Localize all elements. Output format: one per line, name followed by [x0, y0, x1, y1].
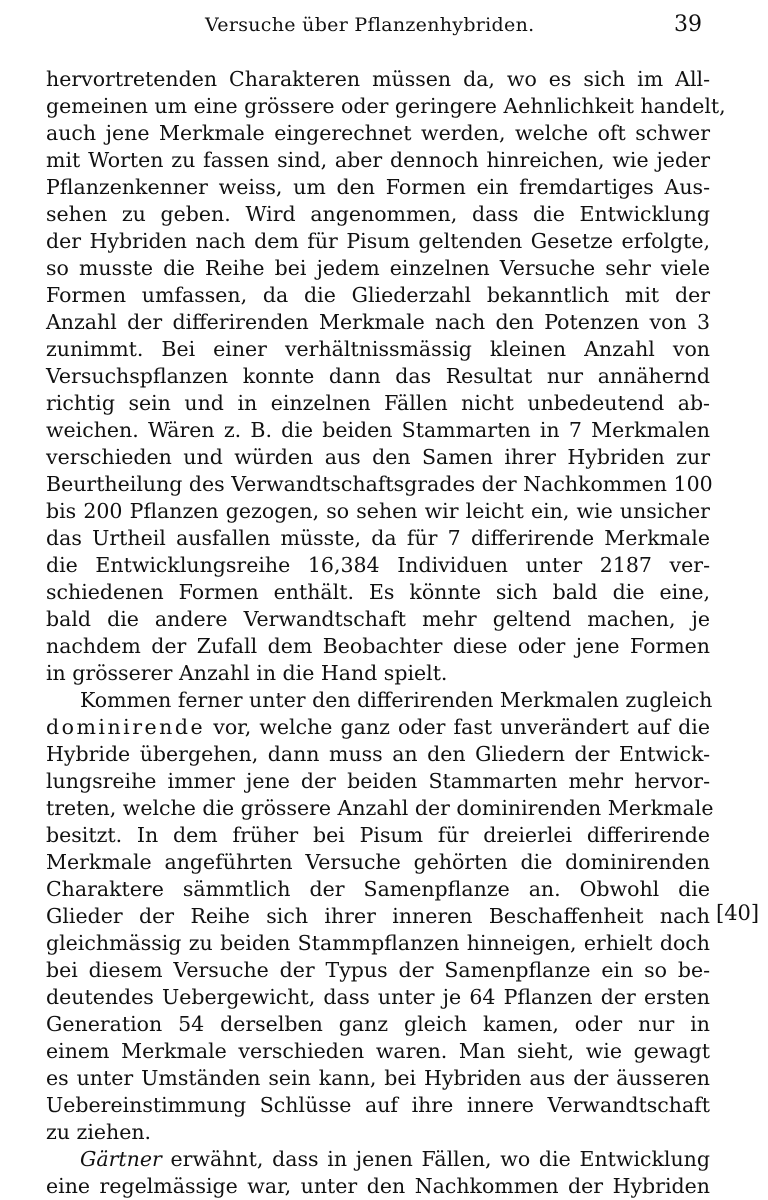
text-line: Anzahl der differirenden Merkmale nach den Potenzen von 3	[46, 310, 710, 334]
text-line: nachdem der Zufall dem Beobachter diese oder jene Formen	[46, 634, 710, 658]
text-line: bald die andere Verwandtschaft mehr geltend machen, je	[46, 607, 710, 631]
text-line: zu ziehen.	[46, 1120, 152, 1144]
text-line: Kommen ferner unter den differirenden Merkmalen zugleich	[80, 688, 713, 712]
paragraph-1	[46, 66, 726, 687]
text-line: richtig sein und in einzelnen Fällen nicht unbedeutend ab-	[46, 391, 710, 415]
text-line: Charaktere sämmtlich der Samenpflanze an. Obwohl die	[46, 877, 710, 901]
text-line: bei diesem Versuche der Typus der Samenpflanze ein so be-	[46, 958, 710, 982]
paragraph-2	[46, 687, 714, 1146]
text-line: weichen. Wären z. B. die beiden Stammarten in 7 Merkmalen	[46, 418, 710, 442]
text-line: Versuchspflanzen konnte dann das Resultat nur annähernd	[46, 364, 710, 388]
author-name: Gärtner	[80, 1147, 162, 1171]
text-line: so musste die Reihe bei jedem einzelnen Versuche sehr viele	[46, 256, 710, 280]
text-line: gleichmässig zu beiden Stammpflanzen hinneigen, erhielt doch	[46, 931, 710, 955]
text-line: die Entwicklungsreihe 16,384 Individuen unter 2187 ver-	[46, 553, 710, 577]
text-line: einem Merkmale verschieden waren. Man sieht, wie gewagt	[46, 1039, 710, 1063]
text-line: Uebereinstimmung Schlüsse auf ihre innere Verwandtschaft	[46, 1093, 710, 1117]
text-line: der Hybriden nach dem für Pisum geltenden Gesetze erfolgte,	[46, 229, 710, 253]
text-line: deutendes Uebergewicht, dass unter je 64 Pflanzen der ersten	[46, 985, 710, 1009]
margin-page-reference: [40]	[716, 901, 760, 925]
text-line: treten, welche die grössere Anzahl der dominirenden Merkmale	[46, 796, 714, 820]
page-number: 39	[674, 12, 702, 37]
text-line: Glieder der Reihe sich ihrer inneren Beschaffenheit nach	[46, 904, 710, 928]
text-line: mit Worten zu fassen sind, aber dennoch hinreichen, wie jeder	[46, 148, 710, 172]
text-fragment: vor, welche ganz oder fast unverändert auf die	[205, 715, 710, 739]
text-line: das Urtheil ausfallen müsste, da für 7 differirende Merkmale	[46, 526, 710, 550]
text-line: Pflanzenkenner weiss, um den Formen ein fremdartiges Aus-	[46, 175, 710, 199]
text-line: sehen zu geben. Wird angenommen, dass die Entwicklung	[46, 202, 710, 226]
running-head-title: Versuche über Pflanzenhybriden.	[205, 14, 535, 36]
text-line: Formen umfassen, da die Gliederzahl bekanntlich mit der	[46, 283, 710, 307]
text-line: verschieden und würden aus den Samen ihrer Hybriden zur	[46, 445, 710, 469]
text-line: Beurtheilung des Verwandtschaftsgrades der Nachkommen 100	[46, 472, 713, 496]
text-line: Generation 54 derselben ganz gleich kamen, oder nur in	[46, 1012, 710, 1036]
text-line: in grösserer Anzahl in die Hand spielt.	[46, 661, 448, 685]
text-line: auch jene Merkmale eingerechnet werden, welche oft schwer	[46, 121, 710, 145]
text-line: hervortretenden Charakteren müssen da, wo es sich im All-	[46, 67, 710, 91]
text-line: besitzt. In dem früher bei Pisum für dreierlei differirende	[46, 823, 710, 847]
text-line: lungsreihe immer jene der beiden Stammarten mehr hervor-	[46, 769, 710, 793]
paragraph-3	[46, 1146, 710, 1200]
body-text	[46, 66, 726, 1200]
text-line	[46, 714, 710, 741]
text-line: es unter Umständen sein kann, bei Hybriden aus der äusseren	[46, 1066, 710, 1090]
text-line: Merkmale angeführten Versuche gehörten die dominirenden	[46, 850, 710, 874]
text-line: zunimmt. Bei einer verhältnissmässig kleinen Anzahl von	[46, 337, 710, 361]
text-fragment: erwähnt, dass in jenen Fällen, wo die Entwicklung	[161, 1147, 710, 1171]
text-line: gemeinen um eine grössere oder geringere Aehnlichkeit handelt,	[46, 94, 726, 118]
emphasized-term: dominirende	[46, 715, 206, 739]
text-line	[46, 1146, 710, 1173]
text-line: Hybride übergehen, dann muss an den Gliedern der Entwick-	[46, 742, 710, 766]
text-line: eine regelmässige war, unter den Nachkommen der Hybriden	[46, 1174, 710, 1198]
text-line: schiedenen Formen enthält. Es könnte sich bald die eine,	[46, 580, 710, 604]
text-line: bis 200 Pflanzen gezogen, so sehen wir leicht ein, wie unsicher	[46, 499, 710, 523]
